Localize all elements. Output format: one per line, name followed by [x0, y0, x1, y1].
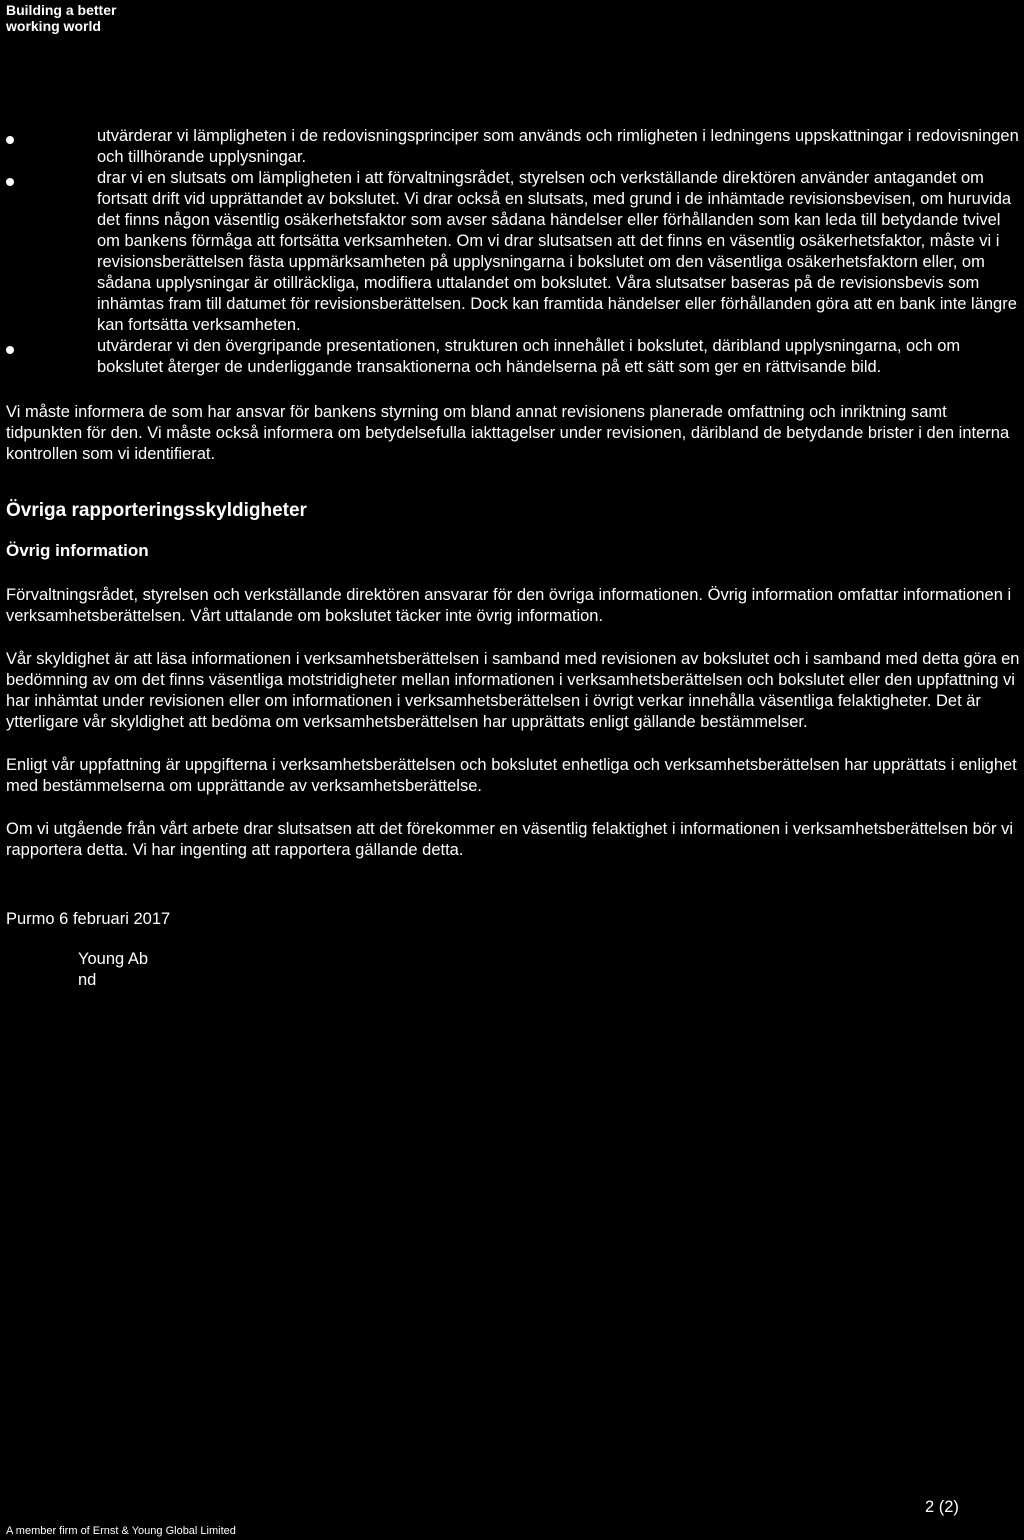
- subsection-heading: Övrig information: [6, 541, 149, 560]
- bullet-text: utvärderar vi den övergripande presentationen, strukturen och innehållet i bokslutet, däribland upplysningarna, och om bokslutet återger de underliggande transaktionerna och händelserna på ett sätt som ger en rättvisande bild.: [97, 337, 961, 376]
- bullet-icon: [6, 178, 14, 186]
- signature-line-2: nd: [78, 971, 97, 989]
- bullet-text: utvärderar vi lämpligheten i de redovisningsprinciper som används och rimligheten i ledningens uppskattningar i redovisningen och tillhörande upplysningar.: [97, 127, 1019, 166]
- bullet-text: drar vi en slutsats om lämpligheten i att förvaltningsrådet, styrelsen och verkställande direktören använder antagandet om fortsatt drift vid upprättandet av bokslutet. Vi drar också en slutsats, med grund i de inhämtade revisionsbevisen, om huruvida det finns någon väsentlig osäkerhetsfaktor som avser sådana händelser eller förhållanden som kan leda till betydande tvivel om bankens förmåga att fortsätta verksamheten. Om vi drar slutsatsen att det finns en väsentlig osäkerhetsfaktor, måste vi i revisionsberättelsen fästa uppmärksamheten på upplysningarna i bokslutet om den väsentliga osäkerhetsfaktorn eller, om sådana upplysningar är otillräckliga, modifiera uttalandet om bokslutet. Våra slutsatser baseras på de revisionsbevis som inhämtas fram till datumet för revisionsberättelsen. Dock kan framtida händelser eller förhållanden göra att en bank inte längre kan fortsätta verksamheten.: [97, 169, 1017, 334]
- governance-paragraph: Vi måste informera de som har ansvar för bankens styrning om bland annat revisionens planerade omfattning och inriktning samt tidpunkten för den. Vi måste också informera om betydelsefulla iakttagelser under revisionen, däribland de betydande brister i den interna kontrollen som vi identifierat.: [6, 403, 1010, 463]
- paragraph-reporting: Om vi utgående från vårt arbete drar slutsatsen att det förekommer en väsentlig felaktighet i informationen i verksamhetsberättelsen bör vi rapportera detta. Vi har ingenting att rapportera gällande detta.: [6, 820, 1013, 859]
- signature-block: [6, 949, 1020, 991]
- section-heading: Övriga rapporteringsskyldigheter: [6, 500, 307, 521]
- bullet-icon: [6, 346, 14, 354]
- paragraph-responsibility: Förvaltningsrådet, styrelsen och verkställande direktören ansvarar för den övriga informationen. Övrig information omfattar informationen i verksamhetsberättelsen. Vårt uttalande om bokslutet täcker inte övrig information.: [6, 586, 1012, 625]
- tagline-line-1: Building a better: [6, 2, 117, 18]
- bullet-list: [6, 126, 1020, 378]
- paragraph-duty: Vår skyldighet är att läsa informationen i verksamhetsberättelsen i samband med revisionen av bokslutet och i samband med detta göra en bedömning av om det finns väsentliga motstridigheter mellan informationen i verksamhetsberättelsen och bokslutet eller den uppfattning vi har inhämtat under revisionen eller om informationen i verksamhetsberättelsen i övrigt verkar innehålla väsentliga felaktigheter. Det är ytterligare vår skyldighet att bedöma om verksamhetsberättelsen har upprättats enligt gällande bestämmelser.: [6, 650, 1020, 731]
- tagline-line-2: working world: [6, 18, 101, 34]
- bullet-icon: [6, 136, 14, 144]
- signature-line-1: Young Ab: [78, 950, 149, 968]
- paragraph-opinion: Enligt vår uppfattning är uppgifterna i verksamhetsberättelsen och bokslutet enhetliga och verksamhetsberättelsen har upprättats i enlighet med bestämmelserna om upprättande av verksamhetsberättelse.: [6, 756, 1017, 795]
- header-tagline: [6, 2, 116, 34]
- list-item: [6, 126, 1020, 168]
- list-item: [6, 168, 1020, 336]
- list-item: [6, 336, 1020, 378]
- document-body: [6, 126, 1020, 991]
- place-date: Purmo 6 februari 2017: [6, 910, 171, 928]
- page-number: 2 (2): [925, 1498, 959, 1516]
- footer-text: A member firm of Ernst & Young Global Limited: [6, 1525, 236, 1537]
